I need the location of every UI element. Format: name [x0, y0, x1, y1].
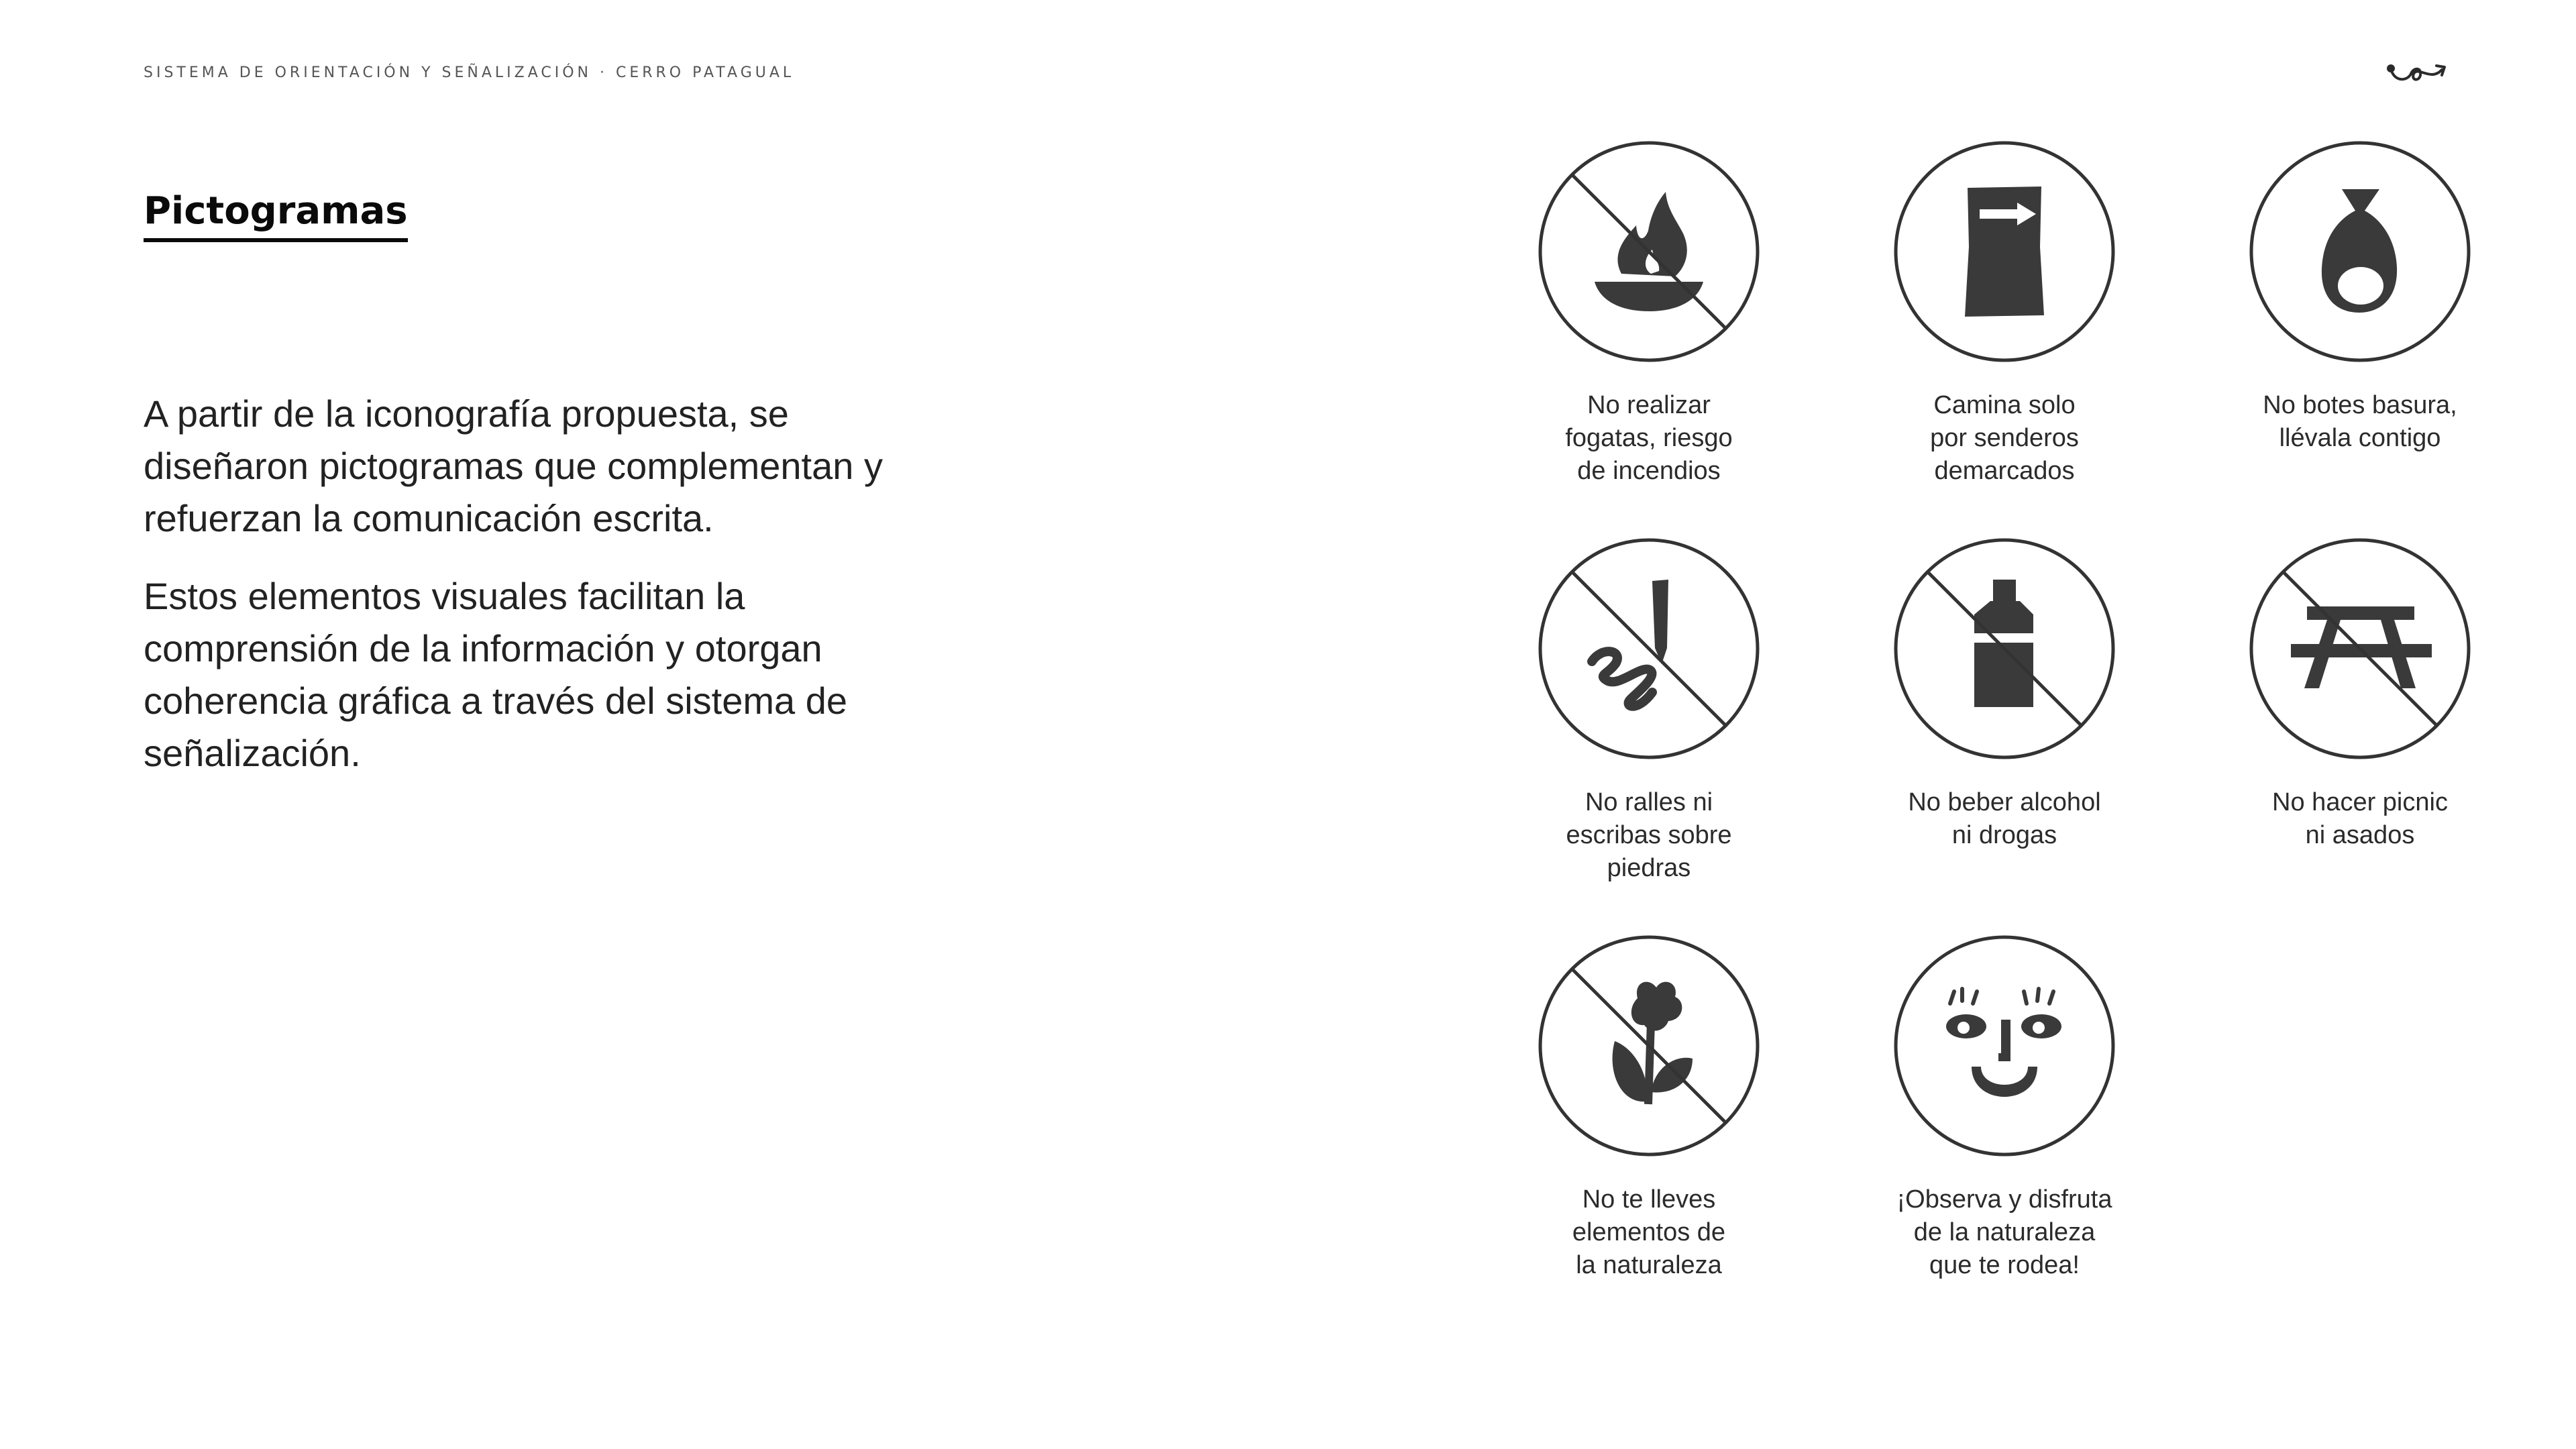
pictogram-grid	[1508, 140, 2555, 1320]
pictogram-trail-sign	[1864, 140, 2145, 488]
trash-bag-icon	[2248, 140, 2472, 364]
pictogram-smiling-face	[1864, 934, 2145, 1282]
no-picnic-icon	[2248, 537, 2472, 761]
no-picking-plants-icon	[1537, 934, 1761, 1158]
swirl-arrow-logo-icon	[2384, 55, 2451, 87]
pictogram-no-picking-plants	[1508, 934, 1790, 1282]
pictogram-label: ¡Observa y disfruta de la naturaleza que te rodea!	[1896, 1185, 2112, 1279]
pictogram-no-alcohol	[1864, 537, 2145, 852]
pictogram-no-fire	[1508, 140, 1790, 488]
pictogram-label: No te lleves elementos de la naturaleza	[1572, 1185, 1726, 1279]
no-graffiti-icon	[1537, 537, 1761, 761]
no-alcohol-icon	[1892, 537, 2116, 761]
pictogram-label: Camina solo por senderos demarcados	[1930, 391, 2079, 485]
pictogram-label: No botes basura, llévala contigo	[2263, 391, 2457, 452]
body-text	[144, 388, 949, 805]
pictogram-label: No realizar fogatas, riesgo de incendios	[1565, 391, 1733, 485]
description-paragraph: Estos elementos visuales facilitan la comprensión de la información y otorgan coherencia gráfica a través del sistema de señalización.	[144, 575, 847, 774]
no-fire-icon	[1537, 140, 1761, 364]
pictogram-label: No ralles ni escribas sobre piedras	[1566, 788, 1732, 882]
pictogram-trash-bag	[2219, 140, 2501, 455]
pictogram-no-graffiti	[1508, 537, 1790, 885]
smiling-face-icon	[1892, 934, 2116, 1158]
trail-sign-icon	[1892, 140, 2116, 364]
running-header: SISTEMA DE ORIENTACIÓN Y SEÑALIZACIÓN · CERRO PATAGUAL	[144, 64, 795, 81]
page-title: Pictogramas	[144, 189, 408, 242]
intro-paragraph: A partir de la iconografía propuesta, se diseñaron pictogramas que complementan y refuerzan la comunicación escrita.	[144, 392, 883, 539]
pictogram-label: No hacer picnic ni asados	[2272, 788, 2448, 849]
pictogram-label: No beber alcohol ni drogas	[1908, 788, 2101, 849]
pictogram-no-picnic	[2219, 537, 2501, 852]
